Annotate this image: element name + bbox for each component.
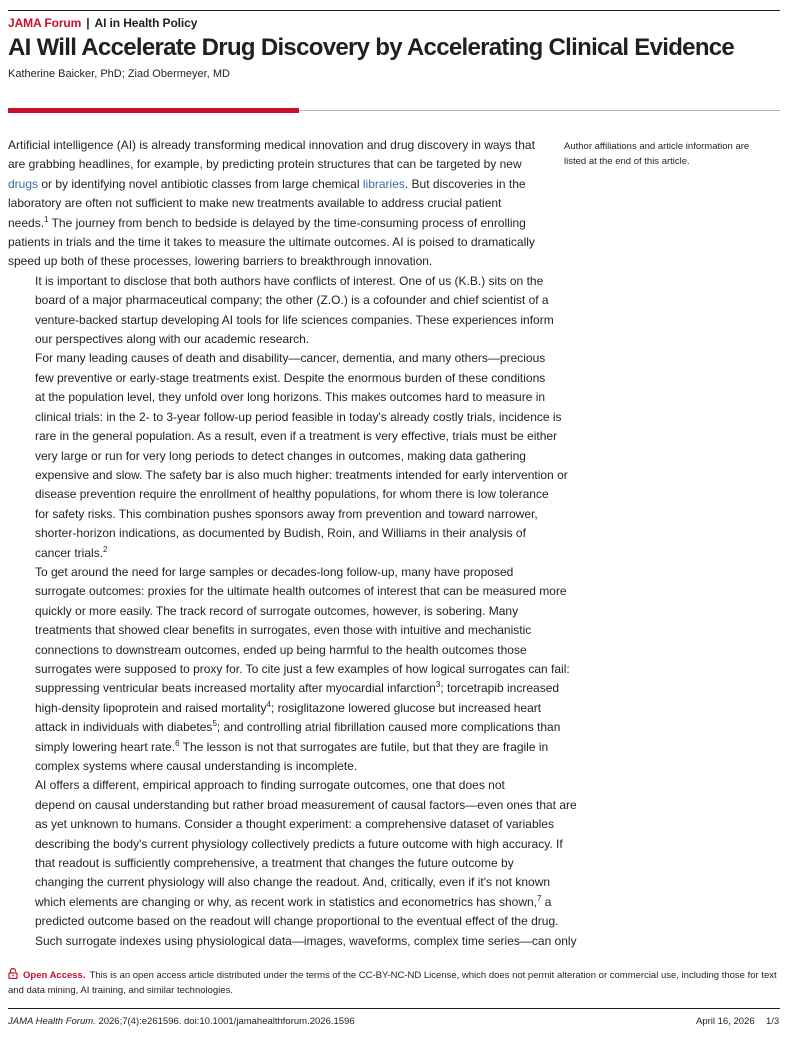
citation <box>8 1016 355 1027</box>
text-span: simply lowering heart rate. <box>35 739 176 754</box>
paragraph-3 <box>8 349 568 562</box>
text-line <box>8 893 552 912</box>
text-span: The journey from bench to bedside is delayed by the time-consuming process of enrolling <box>48 215 526 230</box>
open-access-label: Open Access. <box>23 970 86 981</box>
reference-1[interactable]: 1 <box>44 214 49 224</box>
text-line: disease prevention require the enrollment of healthy populations, for whom there is low tolerance <box>35 487 549 502</box>
text-line: surrogate outcomes: proxies for the ultimate health outcomes of interest that can be measured more <box>35 584 567 599</box>
text-line: shorter-horizon indications, as documented by Budish, Roin, and Williams in their analysis of <box>35 526 526 541</box>
page-number: 1/3 <box>766 1016 780 1027</box>
side-note-line: Author affiliations and article information are <box>564 141 750 152</box>
side-note-line: listed at the end of this article. <box>564 155 690 167</box>
reference-6[interactable]: 6 <box>175 738 180 748</box>
text-line: connections to downstream outcomes, ended up being harmful to the health outcomes those <box>35 642 527 657</box>
citation-details: 2026;7(4):e261596. doi:10.1001/jamahealthforum.2026.1596 <box>95 1016 355 1027</box>
open-access-line <box>8 968 783 983</box>
open-lock-icon <box>8 968 18 979</box>
text-line: as yet unknown to humans. Consider a thought experiment: a comprehensive dataset of variables <box>35 817 554 832</box>
text-line: For many leading causes of death and disability—cancer, dementia, and many others—precious <box>35 351 546 366</box>
open-access-notice <box>8 968 783 998</box>
paragraph-5 <box>8 776 577 951</box>
journal-name: JAMA Health Forum. <box>8 1016 96 1027</box>
kicker-separator: | <box>86 16 90 30</box>
text-line: are grabbing headlines, for example, by predicting protein structures that can be targeted by new <box>8 157 522 172</box>
author-affiliation-note <box>564 140 774 169</box>
article-title: AI Will Accelerate Drug Discovery by Accelerating Clinical Evidence <box>8 34 735 61</box>
publication-date: April 16, 2026 <box>696 1016 755 1027</box>
text-line: predicted outcome based on the readout will change proportional to the eventual effect of the drug. <box>35 914 559 929</box>
text-line <box>8 544 536 563</box>
text-line: laboratory are often not sufficient to make new treatments available to address crucial patient <box>8 196 502 211</box>
top-rule <box>8 10 780 11</box>
text-line <box>8 175 536 194</box>
text-span: which elements are changing or why, as recent work in statistics and econometrics has shown, <box>35 894 538 909</box>
text-line: few preventive or early-stage treatments exist. Despite the enormous burden of these conditions <box>35 370 546 385</box>
text-line: surrogates were supposed to proxy for. To cite just a few examples of how logical surrogates can fail: <box>35 661 570 676</box>
text-line: To get around the need for large samples or decades-long follow-up, many have proposed <box>35 564 514 579</box>
text-line: It is important to disclose that both authors have conflicts of interest. One of us (K.B.) sits on the <box>35 273 544 288</box>
text-line: Such surrogate indexes using physiological data—images, waveforms, complex time series—can only <box>35 933 577 948</box>
reference-3[interactable]: 3 <box>435 680 441 690</box>
text-span: . But discoveries in the <box>404 176 526 191</box>
text-line: very large or run for very long periods to detect changes in outcomes, making data gathering <box>35 448 526 463</box>
text-line <box>8 679 560 698</box>
text-span: attack in individuals with diabetes <box>35 720 213 735</box>
text-line: at the population level, they unfold over long horizons. This makes outcomes hard to measure in <box>35 390 546 405</box>
paragraph-4 <box>8 563 570 776</box>
text-span: ; rosiglitazone lowered glucose but increased heart <box>270 700 542 715</box>
paragraph-1 <box>8 136 536 272</box>
text-line: treatments that showed clear benefits in surrogates, even those with intuitive and mechanistic <box>35 623 532 638</box>
text-line: patients in trials and the time it takes to measure the ultimate outcomes. AI is poised to dramatically <box>8 235 535 250</box>
open-access-line: and data mining, AI training, and similar technologies. <box>8 985 233 996</box>
text-line: Artificial intelligence (AI) is already transforming medical innovation and drug discovery in ways that <box>8 138 535 152</box>
reference-7[interactable]: 7 <box>537 893 542 903</box>
text-line: quickly or more easily. The track record of surrogate outcomes, however, is sobering. Many <box>35 603 519 618</box>
text-span: ; and controlling atrial fibrillation caused more complications than <box>216 720 561 735</box>
text-span: ; torcetrapib increased <box>440 681 560 696</box>
text-line: speed up both of these processes, lowering barriers to breakthrough innovation. <box>8 254 433 269</box>
reference-4[interactable]: 4 <box>266 699 271 709</box>
title-accent-bar <box>8 108 299 113</box>
text-line: for safety risks. This combination pushes sponsors away from prevention and toward narrower, <box>35 506 538 521</box>
text-line: that readout is sufficiently comprehensive, a treatment that changes the future outcome by <box>35 856 514 871</box>
topic-label[interactable]: AI in Health Policy <box>94 16 198 30</box>
footer-rule <box>8 1008 780 1009</box>
text-line <box>8 214 536 233</box>
text-span: The lesson is not that surrogates are futile, but that they are fragile in <box>179 739 549 754</box>
text-line: complex systems where causal understanding is incomplete. <box>35 759 358 773</box>
text-line: AI offers a different, empirical approach to finding surrogate outcomes, one that does not <box>35 778 505 793</box>
drugs-link[interactable]: drugs <box>8 176 39 191</box>
text-line: board of a major pharmaceutical company; the other (Z.O.) is a cofounder and chief scientist of a <box>35 293 549 308</box>
libraries-link[interactable]: libraries <box>362 176 405 191</box>
text-line: venture-backed startup developing AI tools for life sciences companies. These experiences inform <box>35 312 554 327</box>
text-line: describing the body's current physiology collectively predicts a future outcome with high accuracy. If <box>35 836 563 851</box>
text-span: high-density lipoprotein and raised mortality <box>35 700 267 715</box>
reference-5[interactable]: 5 <box>212 719 217 729</box>
text-line: clinical trials: in the 2- to 3-year follow-up period feasible in today's already costly trials, incidence is <box>35 409 562 424</box>
article-kicker <box>8 16 197 30</box>
text-span: or by identifying novel antibiotic classes from large chemical <box>38 176 363 191</box>
journal-section-link[interactable]: JAMA Forum <box>8 16 82 30</box>
text-span: needs. <box>8 215 45 230</box>
open-access-text: This is an open access article distributed under the terms of the CC-BY-NC-ND License, which does not permit alteration or commercial use, including those for text <box>89 970 777 981</box>
text-line: depend on causal understanding but rather broad measurement of causal factors—even ones that are <box>35 797 577 812</box>
paragraph-2 <box>8 272 554 350</box>
text-span: suppressing ventricular beats increased mortality after myocardial infarction <box>35 681 436 696</box>
article-body <box>8 136 577 951</box>
reference-2[interactable]: 2 <box>103 544 108 554</box>
text-span: a <box>541 894 552 909</box>
text-line <box>8 738 549 757</box>
text-line: changing the current physiology will also change the readout. And, critically, even if it's not known <box>35 875 551 890</box>
text-line: our perspectives along with our academic research. <box>35 332 310 347</box>
text-line <box>8 699 542 718</box>
text-line <box>8 718 561 737</box>
text-line: expensive and slow. The safety bar is also much higher: treatments intended for early intervention or <box>35 467 568 482</box>
article-authors: Katherine Baicker, PhD; Ziad Obermeyer, MD <box>8 68 230 80</box>
text-line: rare in the general population. As a result, even if a treatment is very effective, trials must be either <box>35 429 558 444</box>
text-span: cancer trials. <box>35 545 104 560</box>
